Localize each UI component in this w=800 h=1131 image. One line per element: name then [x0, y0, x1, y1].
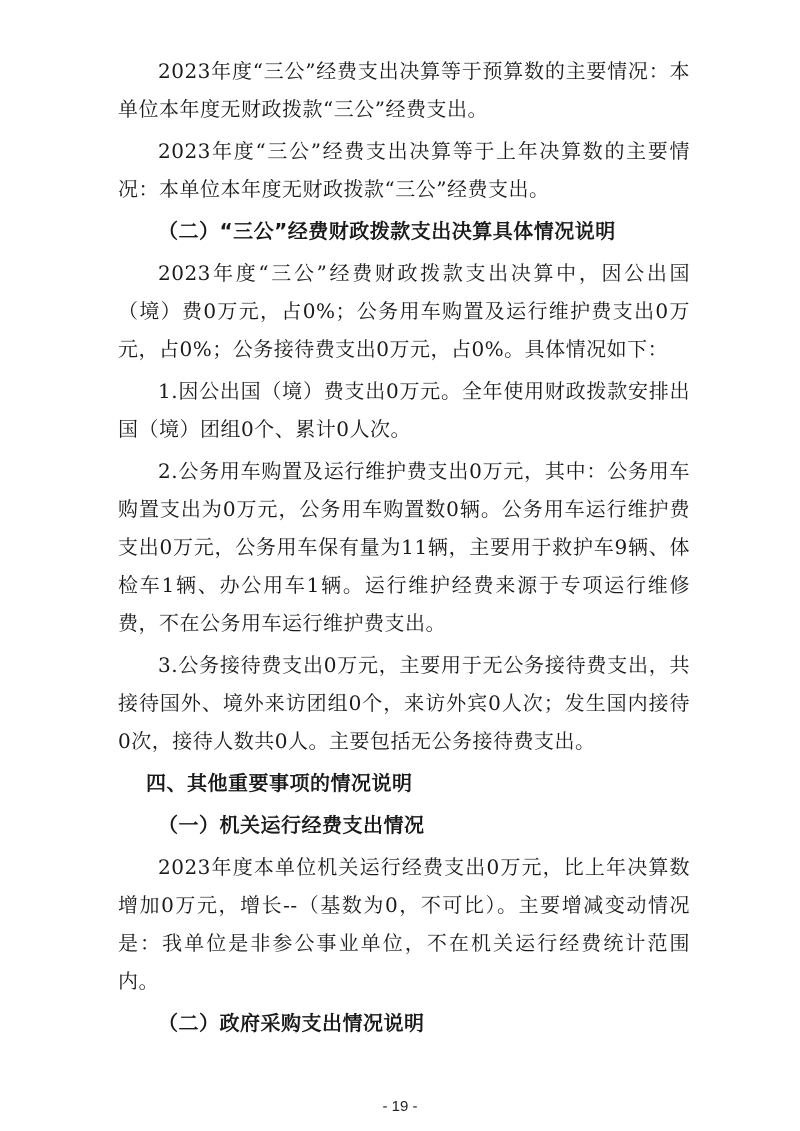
document-body — [118, 52, 690, 1046]
paragraph-sangong-summary: 2023年度“三公”经费财政拨款支出决算中，因公出国（境）费0万元，占0%；公务用车购置及运行维护费支出0万元，占0%；公务接待费支出0万元，占0%。具体情况如下： — [118, 261, 690, 361]
heading-other-matters: 四、其他重要事项的情况说明 — [146, 771, 413, 795]
heading-sangong-details: （二）“三公”经费财政拨款支出决算具体情况说明 — [158, 219, 616, 243]
paragraph-official-reception: 3.公务接待费支出0万元，主要用于无公务接待费支出，共接待国外、境外来访团组0个，来访外宾0人次；发生国内接待0次，接待人数共0人。主要包括无公务接待费支出。 — [118, 653, 690, 753]
paragraph-official-vehicles: 2.公务用车购置及运行维护费支出0万元，其中：公务用车购置支出为0万元，公务用车购置数0辆。公务用车运行维护费支出0万元，公务用车保有量为11辆，主要用于救护车9辆、体检车1辆、办公用车1辆。运行维护经费来源于专项运行维修费，不在公务用车运行维护费支出。 — [118, 459, 690, 635]
paragraph-overseas-travel: 1.因公出国（境）费支出0万元。全年使用财政拨款安排出国（境）团组0个、累计0人次。 — [118, 379, 690, 441]
heading-procurement: （二）政府采购支出情况说明 — [158, 1011, 425, 1035]
page-number: - 19 - — [382, 1098, 418, 1115]
paragraph-prior-year-comparison: 2023年度“三公”经费支出决算等于上年决算数的主要情况：本单位本年度无财政拨款“三公”经费支出。 — [118, 139, 690, 201]
heading-operating-expenses: （一）机关运行经费支出情况 — [158, 813, 425, 837]
paragraph-operating-expenses: 2023年度本单位机关运行经费支出0万元，比上年决算数增加0万元，增长--（基数为0，不可比）。主要增减变动情况是：我单位是非参公事业单位，不在机关运行经费统计范围内。 — [118, 855, 690, 993]
paragraph-budget-comparison: 2023年度“三公”经费支出决算等于预算数的主要情况：本单位本年度无财政拨款“三公”经费支出。 — [118, 59, 690, 121]
